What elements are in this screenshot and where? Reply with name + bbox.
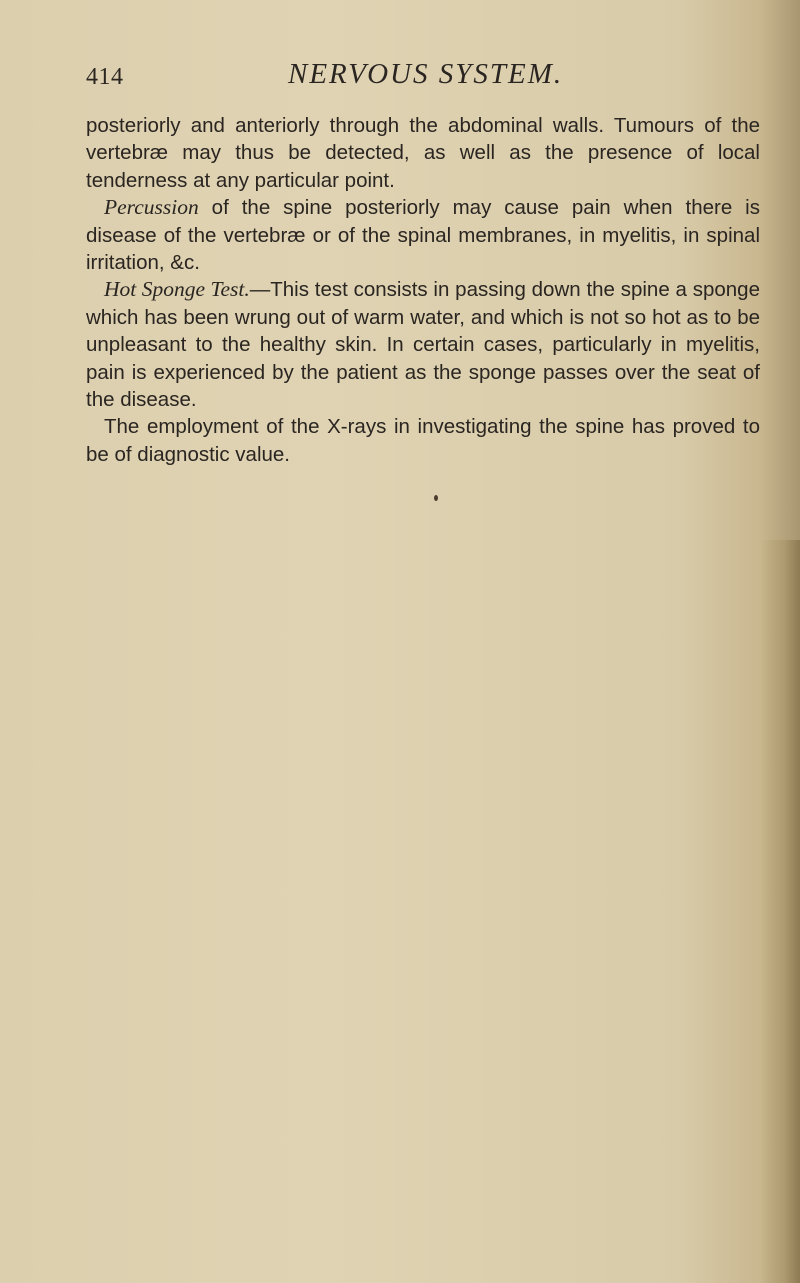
paragraph-1: posteriorly and anteriorly through the abdominal walls. Tumours of the vertebræ may thus be detected, as well as the presence of local tenderness at any particular point. — [86, 114, 760, 192]
percussion-text: of the spine posteriorly may cause pain when there is disease of the vertebræ or of the spinal membranes, in myelitis, in spinal irritation, &c. — [86, 196, 760, 275]
ink-speck — [434, 495, 438, 501]
percussion-heading: Percussion — [104, 195, 199, 220]
page-header — [86, 58, 766, 98]
page-number: 414 — [86, 64, 124, 90]
paragraph-percussion — [86, 194, 760, 276]
hot-sponge-test-text: —This test consists in passing down the spine a sponge which has been wrung out of warm water, and which is not so hot as to be unpleasant to the healthy skin. In certain cases, particularly in myelitis, pain is experienced by the patient as the sponge passes over the seat of the disease. — [86, 278, 760, 412]
running-head: NERVOUS SYSTEM. — [288, 58, 564, 90]
body-text — [86, 112, 760, 468]
page-edge-shadow — [760, 540, 800, 1283]
paragraph-x-rays: The employment of the X-rays in investigating the spine has proved to be of diagnostic value. — [86, 415, 760, 466]
hot-sponge-test-heading: Hot Sponge Test. — [104, 277, 250, 302]
paragraph-hot-sponge-test — [86, 276, 760, 413]
